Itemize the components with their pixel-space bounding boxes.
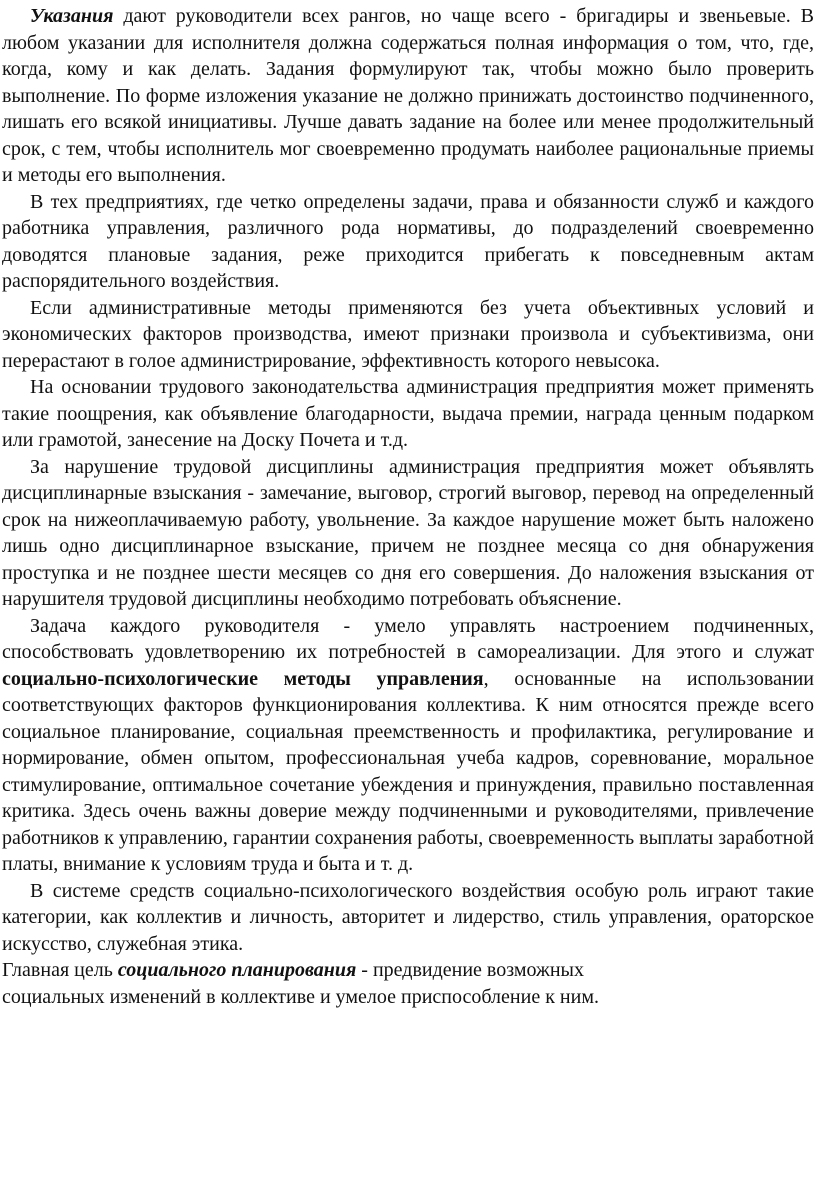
paragraph-text: В системе средств социально-психологического воздействия особую роль играют такие категории, как коллектив и личность, авторитет и лидерство, стиль управления, ораторское искусство, служебная этика. (2, 879, 814, 955)
paragraph-text: дают руководители всех рангов, но чаще всего - бригадиры и звеньевые. В любом указании для исполнителя должна содержаться полная информация о том, что, где, когда, кому и как делать. Задания формулируют так, чтобы можно было проверить выполнение. По форме изложения указание не должно принижать достоинство подчиненного, лишать его всякой инициативы. Лучше давать задание на более или менее продолжительный срок, с тем, чтобы исполнитель мог своевременно продумать наиболее рациональные приемы и методы его выполнения. (2, 5, 814, 186)
paragraph-text: На основании трудового законодательства администрация предприятия может применять такие поощрения, как объявление благодарности, выдача премии, награда ценным подарком или грамотой, занесение на Доску Почета и т.д. (2, 376, 814, 451)
term-social-planning: социального планирования (117, 959, 357, 981)
paragraph-social-planning (2, 957, 814, 1010)
paragraph-discipline (2, 454, 814, 613)
paragraph-text: - предвидение возможных (356, 959, 584, 981)
paragraph-instructions (2, 3, 814, 189)
paragraph-social-psychological-methods (2, 613, 814, 878)
paragraph-text: Главная цель (2, 959, 118, 981)
paragraph-categories (2, 878, 814, 958)
paragraph-text: , основанные на использовании соответствующих факторов функционирования коллектива. К ним относятся прежде всего социальное планирование, социальная преемственность и профилактика, регулирование и нормирование, обмен опытом, профессиональная учеба кадров, соревнование, моральное стимулирование, оптимальное сочетание убеждения и принуждения, правильно поставленная критика. Здесь очень важны доверие между подчиненными и руководителями, привлечение работников к управлению, гарантии сохранения работы, своевременность выплаты заработной платы, внимание к условиям труда и быта и т. д. (2, 667, 814, 875)
paragraph-text: Если административные методы применяются без учета объективных условий и экономических факторов производства, имеют признаки произвола и субъективизма, они перерастают в голое администрирование, эффективность которого невысока. (2, 296, 814, 372)
paragraph-rewards (2, 374, 814, 454)
paragraph-text: За нарушение трудовой дисциплины администрация предприятия может объявлять дисциплинарные взыскания - замечание, выговор, строгий выговор, перевод на определенный срок на нижеоплачиваемую работу, увольнение. За каждое нарушение может быть наложено лишь одно дисциплинарное взыскание, причем не позднее месяца со дня обнаружения проступка и не позднее шести месяцев со дня его совершения. До наложения взыскания от нарушителя трудовой дисциплины необходимо потребовать объяснение. (2, 455, 814, 610)
term-social-psychological-methods: социально-психологические методы управления (2, 667, 484, 690)
paragraph-text: социальных изменений в коллективе и умелое приспособление к ним. (2, 985, 599, 1008)
paragraph-enterprises (2, 189, 814, 295)
term-instructions: Указания (30, 5, 114, 27)
paragraph-text: Задача каждого руководителя - умело управлять настроением подчиненных, способствовать удовлетворению их потребностей в самореализации. Для этого и служат (2, 614, 814, 663)
paragraph-administrative-methods (2, 295, 814, 375)
paragraph-text: В тех предприятиях, где четко определены задачи, права и обязанности служб и каждого работника управления, различного рода нормативы, до подразделений своевременно доводятся плановые задания, реже приходится прибегать к повседневным актам распорядительного воздействия. (2, 190, 814, 292)
